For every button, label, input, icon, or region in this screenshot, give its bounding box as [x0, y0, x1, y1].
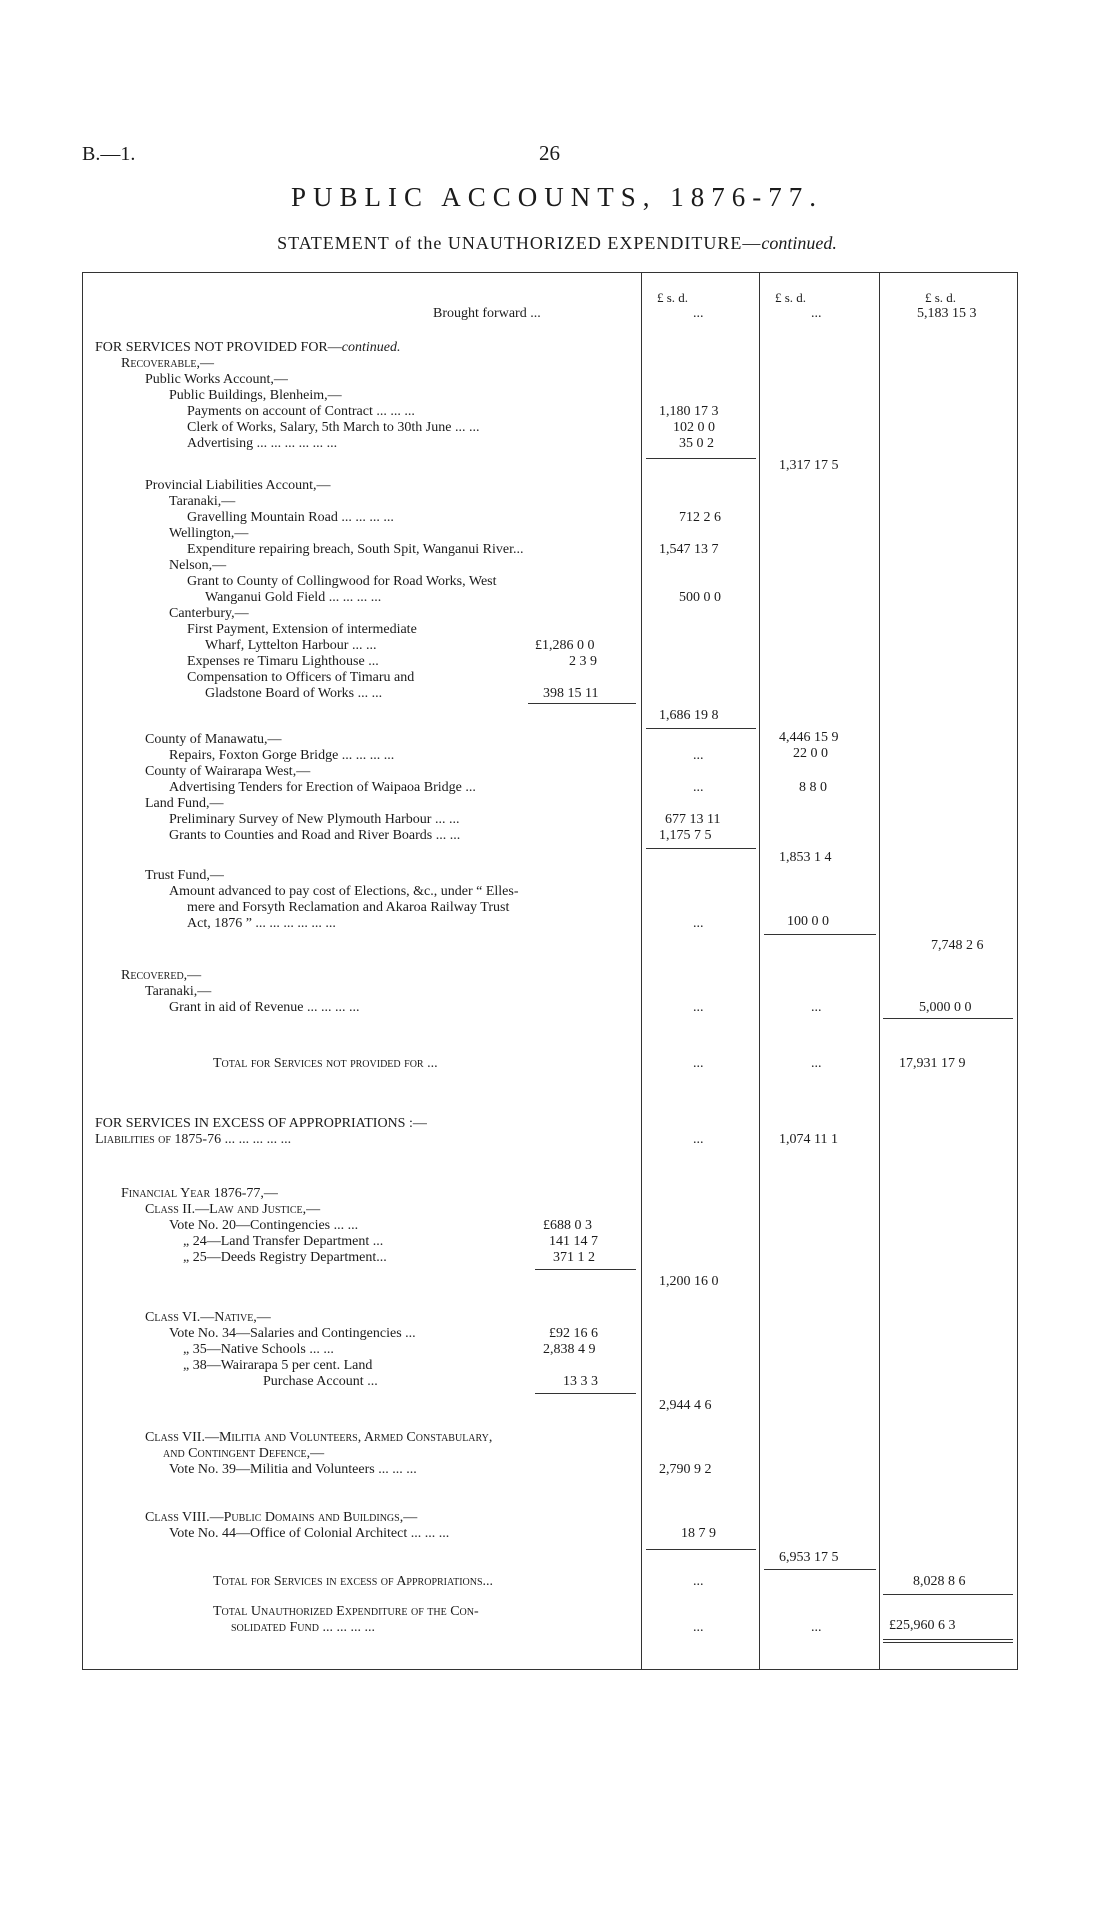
grant-in-aid-col1: ...: [693, 1000, 704, 1015]
section-heading-suffix: continued.: [341, 340, 401, 355]
recoverable-total: 7,748 2 6: [931, 938, 984, 953]
recovered-heading: Recovered,—: [121, 968, 202, 983]
advertising-tenders-col2: 8 8 0: [799, 780, 827, 795]
statement-table: [82, 272, 1018, 1670]
county-manawatu-heading: County of Manawatu,—: [145, 732, 282, 747]
vote39-amount: 2,790 9 2: [659, 1462, 712, 1477]
grant-in-aid-col2: ...: [811, 1000, 822, 1015]
expenses-timaru-inner: 2 3 9: [569, 654, 597, 669]
repairs-foxton-col2: 22 0 0: [793, 746, 828, 761]
total-unauthorized-col3: £25,960 6 3: [889, 1618, 956, 1633]
section-heading-excess: FOR SERVICES IN EXCESS OF APPROPRIATIONS :—: [95, 1116, 427, 1131]
subtotal-rule: [528, 703, 636, 704]
subtotal-rule: [764, 934, 876, 935]
currency-header-col1: £ s. d.: [657, 290, 689, 305]
class2-row-label: Vote No. 20—Contingencies ... ...: [169, 1218, 359, 1233]
class7-line2: and Contingent Defence,—: [163, 1446, 325, 1461]
pw-row-amount: 35 0 2: [679, 436, 714, 451]
class6-row-label: Vote No. 34—Salaries and Contingencies ...: [169, 1326, 416, 1341]
canterbury-heading: Canterbury,—: [169, 606, 249, 621]
subtotal-rule: [646, 848, 756, 849]
first-payment-line1: First Payment, Extension of intermediate: [187, 622, 417, 637]
amount-advanced-line1: Amount advanced to pay cost of Elections, &c., under “ Elles-: [169, 884, 519, 899]
grant-collingwood-amount: 500 0 0: [679, 590, 721, 605]
repairs-foxton-col1: ...: [693, 748, 704, 763]
compensation-line1: Compensation to Officers of Timaru and: [187, 670, 415, 685]
preliminary-survey-amount: 677 13 11: [665, 812, 721, 827]
total-not-provided-col3: 17,931 17 9: [899, 1056, 966, 1071]
pw-row-amount: 102 0 0: [673, 420, 715, 435]
repairs-foxton-label: Repairs, Foxton Gorge Bridge ... ... ... ...: [169, 748, 395, 763]
class8-heading: Class VIII.—Public Domains and Buildings,—: [145, 1510, 418, 1525]
liabilities-1875-col2: 1,074 11 1: [779, 1132, 838, 1147]
subtotal-rule: [535, 1393, 636, 1394]
class6-row-inner: 2,838 4 9: [543, 1342, 596, 1357]
pw-row-label: Clerk of Works, Salary, 5th March to 30th June ... ...: [187, 420, 480, 435]
class2-total: 1,200 16 0: [659, 1274, 719, 1289]
amount-advanced-col1: ...: [693, 916, 704, 931]
gravelling-amount: 712 2 6: [679, 510, 721, 525]
class6-total: 2,944 4 6: [659, 1398, 712, 1413]
grant-collingwood-line2: Wanganui Gold Field ... ... ... ...: [205, 590, 382, 605]
class6-row-label: „ 35—Native Schools ... ...: [183, 1342, 334, 1357]
class6-heading: Class VI.—Native,—: [145, 1310, 271, 1325]
pw-row-amount: 1,180 17 3: [659, 404, 719, 419]
subtotal-rule: [883, 1594, 1013, 1595]
statement-subtitle: [0, 233, 1114, 254]
brought-forward-col3: 5,183 15 3: [917, 306, 977, 321]
section-heading-not-provided: [95, 339, 401, 356]
total-excess-label: Total for Services in excess of Appropriations...: [213, 1574, 494, 1589]
currency-header-col3: £ s. d.: [925, 290, 957, 305]
total-excess-col3: 8,028 8 6: [913, 1574, 966, 1589]
class2-row-label: „ 25—Deeds Registry Department...: [183, 1250, 387, 1265]
document-reference: B.—1.: [82, 143, 136, 165]
taranaki-heading: Taranaki,—: [169, 494, 236, 509]
class6-wairarapa-line1: „ 38—Wairarapa 5 per cent. Land: [183, 1358, 373, 1373]
column-divider-2: [759, 273, 760, 1669]
pw-row-label: Payments on account of Contract ... ... ...: [187, 404, 415, 419]
advertising-tenders-label: Advertising Tenders for Erection of Waipaoa Bridge ...: [169, 780, 476, 795]
currency-header-col2: £ s. d.: [775, 290, 807, 305]
total-unauthorized-col2: ...: [811, 1620, 822, 1635]
class6-wairarapa-line2: Purchase Account ...: [263, 1374, 378, 1389]
compensation-line2: Gladstone Board of Works ... ...: [205, 686, 383, 701]
land-fund-heading: Land Fund,—: [145, 796, 224, 811]
expenditure-breach-amount: 1,547 13 7: [659, 542, 719, 557]
liabilities-1875-label: Liabilities of 1875-76 ... ... ... ... ...: [95, 1132, 292, 1147]
subtitle-suffix: continued.: [761, 233, 837, 253]
subtotal-rule: [646, 1549, 756, 1550]
total-not-provided-col2: ...: [811, 1056, 822, 1071]
vote44-amount: 18 7 9: [681, 1526, 716, 1541]
first-payment-line2: Wharf, Lyttelton Harbour ... ...: [205, 638, 377, 653]
amount-advanced-line3: Act, 1876 ” ... ... ... ... ... ...: [187, 916, 336, 931]
excess-fy-total: 6,953 17 5: [779, 1550, 839, 1565]
expenditure-breach-label: Expenditure repairing breach, South Spit, Wanganui River...: [187, 542, 524, 557]
gravelling-label: Gravelling Mountain Road ... ... ... ...: [187, 510, 394, 525]
provincial-total: 4,446 15 9: [779, 730, 839, 745]
total-unauthorized-line2: solidated Fund ... ... ... ...: [231, 1620, 375, 1635]
subtotal-rule: [646, 728, 756, 729]
class6-row-inner: £92 16 6: [549, 1326, 598, 1341]
class6-wairarapa-inner: 13 3 3: [563, 1374, 598, 1389]
recovered-taranaki-heading: Taranaki,—: [145, 984, 212, 999]
brought-forward-label: Brought forward ...: [433, 306, 541, 321]
page-number: 26: [539, 141, 560, 165]
liabilities-1875-col1: ...: [693, 1132, 704, 1147]
class2-row-label: „ 24—Land Transfer Department ...: [183, 1234, 384, 1249]
subtotal-rule: [764, 1569, 876, 1570]
page-title: PUBLIC ACCOUNTS, 1876-77.: [290, 182, 824, 212]
column-divider-3: [879, 273, 880, 1669]
county-wairarapa-heading: County of Wairarapa West,—: [145, 764, 311, 779]
amount-advanced-col2: 100 0 0: [787, 914, 829, 929]
grant-collingwood-line1: Grant to County of Collingwood for Road Works, West: [187, 574, 497, 589]
pw-total: 1,317 17 5: [779, 458, 839, 473]
section-heading-main: FOR SERVICES NOT PROVIDED FOR—: [95, 340, 342, 355]
wellington-heading: Wellington,—: [169, 526, 249, 541]
trust-fund-heading: Trust Fund,—: [145, 868, 224, 883]
grand-total-double-rule: [883, 1639, 1013, 1643]
subtitle-main: STATEMENT of the UNAUTHORIZED EXPENDITURE—: [277, 233, 762, 253]
total-not-provided-label: Total for Services not provided for ...: [213, 1056, 438, 1071]
total-unauthorized-col1: ...: [693, 1620, 704, 1635]
land-fund-total: 1,853 1 4: [779, 850, 832, 865]
total-excess-col1: ...: [693, 1574, 704, 1589]
class7-line1: Class VII.—Militia and Volunteers, Armed Constabulary,: [145, 1430, 493, 1445]
total-unauthorized-line1: Total Unauthorized Expenditure of the Con-: [213, 1604, 479, 1619]
vote44-label: Vote No. 44—Office of Colonial Architect ... ... ...: [169, 1526, 450, 1541]
grant-in-aid-label: Grant in aid of Revenue ... ... ... ...: [169, 1000, 360, 1015]
public-works-account-heading: Public Works Account,—: [145, 372, 288, 387]
recoverable-heading: Recoverable,—: [121, 356, 214, 371]
expenses-timaru-label: Expenses re Timaru Lighthouse ...: [187, 654, 379, 669]
column-divider-1: [641, 273, 642, 1669]
grants-counties-amount: 1,175 7 5: [659, 828, 712, 843]
compensation-inner: 398 15 11: [543, 686, 599, 701]
total-not-provided-col1: ...: [693, 1056, 704, 1071]
class2-row-inner: £688 0 3: [543, 1218, 592, 1233]
brought-forward-col1: ...: [693, 306, 704, 321]
subtotal-rule: [535, 1269, 636, 1270]
pw-row-label: Advertising ... ... ... ... ... ...: [187, 436, 338, 451]
grant-in-aid-col3: 5,000 0 0: [919, 1000, 972, 1015]
class2-heading: Class II.—Law and Justice,—: [145, 1202, 321, 1217]
brought-forward-col2: ...: [811, 306, 822, 321]
subtotal-rule: [646, 458, 756, 459]
advertising-tenders-col1: ...: [693, 780, 704, 795]
amount-advanced-line2: mere and Forsyth Reclamation and Akaroa Railway Trust: [187, 900, 510, 915]
class2-row-inner: 371 1 2: [553, 1250, 595, 1265]
class2-row-inner: 141 14 7: [549, 1234, 598, 1249]
first-payment-inner: £1,286 0 0: [535, 638, 595, 653]
vote39-label: Vote No. 39—Militia and Volunteers ... ... ...: [169, 1462, 417, 1477]
subtotal-rule: [883, 1018, 1013, 1019]
financial-year-heading: Financial Year 1876-77,—: [121, 1186, 278, 1201]
public-buildings-heading: Public Buildings, Blenheim,—: [169, 388, 342, 403]
provincial-liabilities-heading: Provincial Liabilities Account,—: [145, 478, 331, 493]
canterbury-total: 1,686 19 8: [659, 708, 719, 723]
nelson-heading: Nelson,—: [169, 558, 227, 573]
grants-counties-label: Grants to Counties and Road and River Boards ... ...: [169, 828, 461, 843]
preliminary-survey-label: Preliminary Survey of New Plymouth Harbour ... ...: [169, 812, 460, 827]
